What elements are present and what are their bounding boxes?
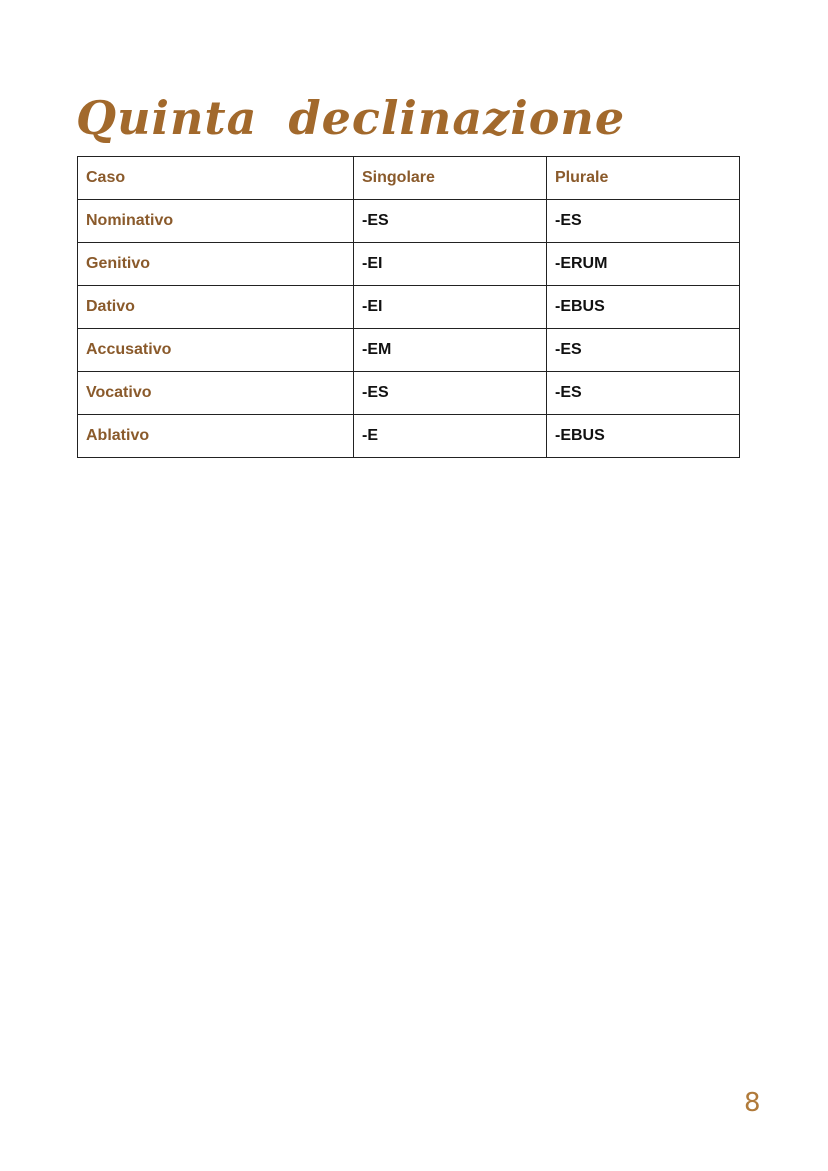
table-row xyxy=(78,286,740,329)
declension-table xyxy=(77,156,740,458)
table-row xyxy=(78,200,740,243)
table-row xyxy=(78,243,740,286)
case-cell: Dativo xyxy=(78,286,354,329)
header-cell-case: Caso xyxy=(78,157,354,200)
case-cell: Genitivo xyxy=(78,243,354,286)
singular-cell: -E xyxy=(354,415,547,458)
plural-cell: -ES xyxy=(547,329,740,372)
case-cell: Vocativo xyxy=(78,372,354,415)
page-number: 8 xyxy=(744,1088,761,1118)
plural-cell: -EBUS xyxy=(547,415,740,458)
singular-cell: -EM xyxy=(354,329,547,372)
table-row xyxy=(78,329,740,372)
plural-cell: -EBUS xyxy=(547,286,740,329)
singular-cell: -EI xyxy=(354,286,547,329)
case-cell: Nominativo xyxy=(78,200,354,243)
header-cell-singular: Singolare xyxy=(354,157,547,200)
case-cell: Accusativo xyxy=(78,329,354,372)
singular-cell: -ES xyxy=(354,372,547,415)
table-row xyxy=(78,415,740,458)
plural-cell: -ES xyxy=(547,372,740,415)
plural-cell: -ERUM xyxy=(547,243,740,286)
table-row xyxy=(78,372,740,415)
table-header-row xyxy=(78,157,740,200)
page-title: Quinta declinazione xyxy=(76,91,626,145)
case-cell: Ablativo xyxy=(78,415,354,458)
singular-cell: -EI xyxy=(354,243,547,286)
header-cell-plural: Plurale xyxy=(547,157,740,200)
plural-cell: -ES xyxy=(547,200,740,243)
singular-cell: -ES xyxy=(354,200,547,243)
